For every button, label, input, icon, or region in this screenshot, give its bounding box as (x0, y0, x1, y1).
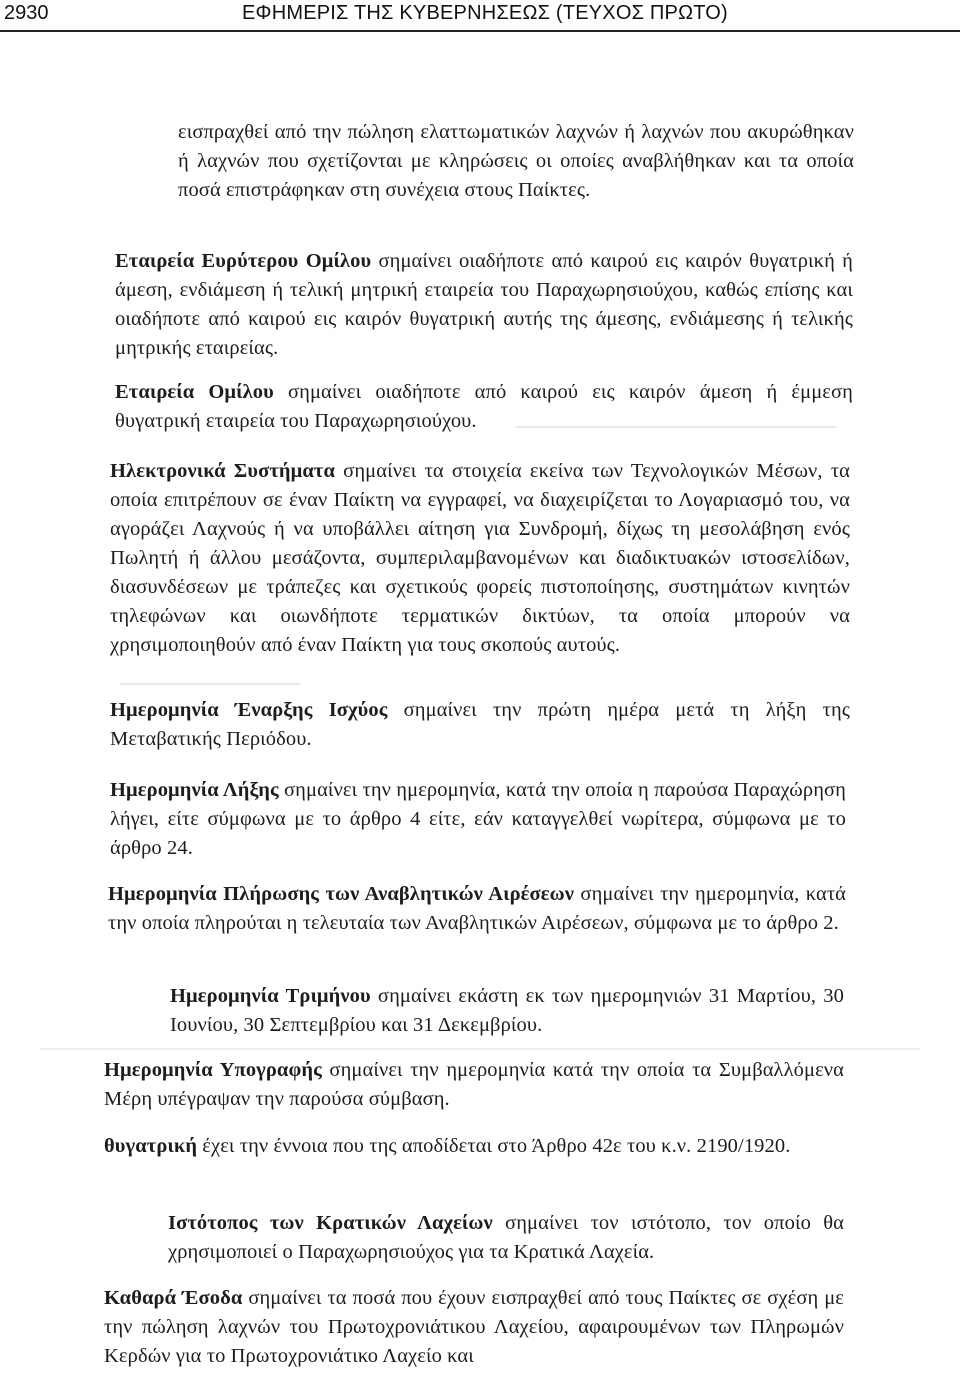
definition-term: θυγατρική (104, 1135, 198, 1157)
definition-text: σημαίνει την πρώτη ημέρα μετά τη λήξη της Μεταβατικής Περιόδου. (110, 699, 850, 750)
definition-paragraph (104, 1284, 844, 1371)
definition-text: σημαίνει εκάστη εκ των ημερομηνιών 31 Μαρτίου, 30 Ιουνίου, 30 Σεπτεμβρίου και 31 Δεκεμβρίου. (170, 985, 844, 1036)
definition-text: έχει την έννοια που της αποδίδεται στο Άρθρο 42ε του κ.ν. 2190/1920. (197, 1135, 791, 1157)
definition-term: Εταιρεία Ομίλου (115, 381, 274, 403)
definition-text: σημαίνει την ημερομηνία, κατά την οποία πληρούται η τελευταία των Αναβλητικών Αιρέσεων, σύμφωνα με το άρθρο 2. (108, 883, 846, 934)
definition-paragraph (110, 457, 850, 660)
scanned-page-body (0, 34, 960, 1373)
definition-paragraph (115, 247, 853, 363)
scan-artifact (40, 1048, 920, 1050)
definition-paragraph (104, 1132, 840, 1161)
definition-term: Ημερομηνία Λήξης (110, 779, 279, 801)
definition-text: σημαίνει οιαδήποτε από καιρού εις καιρόν θυγατρική ή άμεση, ενδιάμεση ή τελική μητρική εταιρεία του Παραχωρησιούχου, καθώς επίσης και οιαδήποτε από καιρού εις καιρόν θυγατρική αυτής της άμεσης, ενδιάμεσης ή τελικής μητρικής εταιρείας. (115, 250, 854, 359)
definition-term: Ημερομηνία Πλήρωσης των Αναβλητικών Αιρέσεων (108, 883, 574, 905)
definition-text: σημαίνει τον ιστότοπο, τον οποίο θα χρησιμοποιεί ο Παραχωρησιούχος για τα Κρατικά Λαχεία. (168, 1212, 845, 1263)
scan-artifact (516, 426, 836, 428)
definition-paragraph (170, 982, 844, 1040)
journal-title: ΕΦΗΜΕΡΙΣ ΤΗΣ ΚΥΒΕΡΝΗΣΕΩΣ (ΤΕΥΧΟΣ ΠΡΩΤΟ) (242, 2, 728, 24)
definition-paragraph (108, 880, 846, 938)
definition-text: εισπραχθεί από την πώληση ελαττωματικών λαχνών ή λαχνών που ακυρώθηκαν ή λαχνών που σχετίζονται με κληρώσεις οι οποίες αναβλήθηκαν και τα οποία ποσά επιστράφηκαν στη συνέχεια στους Παίκτες. (178, 121, 854, 201)
definition-text: σημαίνει τα ποσά που έχουν εισπραχθεί από τους Παίκτες σε σχέση με την πώληση λαχνών του Πρωτοχρονιάτικου Λαχείου, αφαιρουμένων των Πληρωμών Κερδών για το Πρωτοχρονιάτικο Λαχείο και (104, 1287, 845, 1367)
definition-term: Εταιρεία Ευρύτερου Ομίλου (115, 250, 372, 272)
definition-paragraph (110, 696, 850, 754)
definition-term: Ιστότοπος των Κρατικών Λαχείων (168, 1212, 493, 1234)
definition-text: σημαίνει την ημερομηνία, κατά την οποία η παρούσα Παραχώρηση λήγει, είτε σύμφωνα με το άρθρο 4 είτε, εάν καταγγελθεί νωρίτερα, σύμφωνα με το άρθρο 24. (110, 779, 846, 859)
page-number: 2930 (4, 2, 49, 24)
definition-paragraph (168, 1209, 844, 1267)
definition-paragraph (110, 776, 846, 863)
definition-text: σημαίνει την ημερομηνία κατά την οποία τα Συμβαλλόμενα Μέρη υπέγραψαν την παρούσα σύμβαση. (104, 1059, 845, 1110)
definition-term: Ημερομηνία Τριμήνου (170, 985, 371, 1007)
definition-text: σημαίνει οιαδήποτε από καιρού εις καιρόν άμεση ή έμμεση θυγατρική εταιρεία του Παραχωρησιούχου. (115, 381, 853, 432)
scan-artifact (120, 683, 300, 685)
definition-text: σημαίνει τα στοιχεία εκείνα των Τεχνολογικών Μέσων, τα οποία επιτρέπουν σε έναν Παίκτη να εγγραφεί, να διαχειρίζεται το Λογαριασμό του, να αγοράζει Λαχνούς ή να υποβάλλει αίτηση για Συνδρομή, δίχως τη μεσολάβηση ενός Πωλητή ή άλλου μεσάζοντα, συμπεριλαμβανομένων και διαδικτυακών ιστοσελίδων, διασυνδέσεων με τράπεζες και σχετικούς φορείς πιστοποίησης, συστημάτων κινητών τηλεφώνων και οιωνδήποτε τερματικών δικτύων, τα οποία μπορούν να χρησιμοποιηθούν από έναν Παίκτη για τους σκοπούς αυτούς. (110, 460, 850, 656)
definition-term: Ημερομηνία Υπογραφής (104, 1059, 322, 1081)
definition-term: Καθαρά Έσοδα (104, 1287, 243, 1309)
page-header (0, 0, 960, 32)
definition-paragraph (178, 118, 854, 205)
definition-term: Ηλεκτρονικά Συστήματα (110, 460, 335, 482)
definition-term: Ημερομηνία Έναρξης Ισχύος (110, 699, 388, 721)
definition-paragraph (104, 1056, 844, 1114)
